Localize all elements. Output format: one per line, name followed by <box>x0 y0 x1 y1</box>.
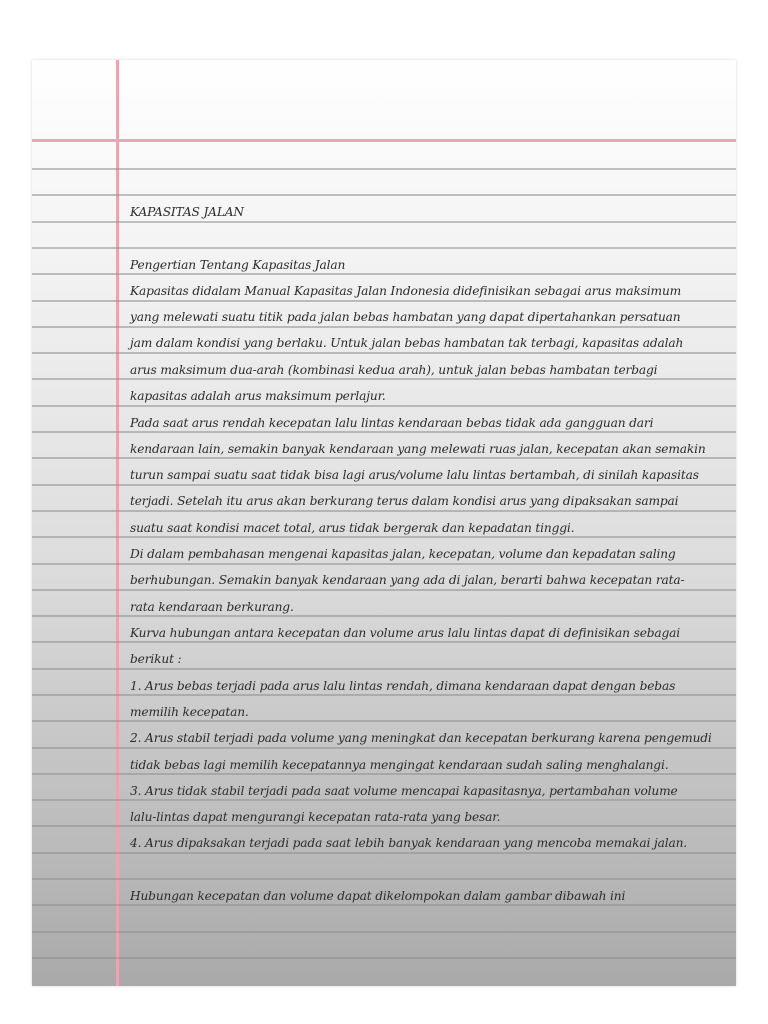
text-line: kapasitas adalah arus maksimum perlajur. <box>130 389 386 403</box>
text-line: tidak bebas lagi memilih kecepatannya mengingat kendaraan sudah saling menghalangi. <box>130 758 669 772</box>
page-title: KAPASITAS JALAN <box>130 205 244 219</box>
text-line: Hubungan kecepatan dan volume dapat dikelompokan dalam gambar dibawah ini <box>130 889 626 903</box>
ruled-line <box>32 668 736 670</box>
ruled-line <box>32 457 736 459</box>
text-line: 3. Arus tidak stabil terjadi pada saat volume mencapai kapasitasnya, pertambahan volume <box>130 784 678 798</box>
text-line: Kapasitas didalam Manual Kapasitas Jalan Indonesia didefinisikan sebagai arus maksimum <box>130 284 682 298</box>
text-line: 1. Arus bebas terjadi pada arus lalu lintas rendah, dimana kendaraan dapat dengan bebas <box>130 679 676 693</box>
text-line: memilih kecepatan. <box>130 705 249 719</box>
ruled-line <box>32 300 736 302</box>
text-line: 2. Arus stabil terjadi pada volume yang meningkat dan kecepatan berkurang karena pengemudi <box>130 731 712 745</box>
header-rule <box>32 139 736 142</box>
ruled-line <box>32 799 736 801</box>
ruled-line <box>32 957 736 959</box>
text-line: rata kendaraan berkurang. <box>130 600 294 614</box>
ruled-line <box>32 194 736 196</box>
ruled-line <box>32 431 736 433</box>
text-line: 4. Arus dipaksakan terjadi pada saat lebih banyak kendaraan yang mencoba memakai jalan. <box>130 836 688 850</box>
ruled-line <box>32 378 736 380</box>
text-line: Pengertian Tentang Kapasitas Jalan <box>130 258 346 272</box>
text-line: berikut : <box>130 652 182 666</box>
margin-line <box>116 60 119 986</box>
text-line: arus maksimum dua-arah (kombinasi kedua arah), untuk jalan bebas hambatan terbagi <box>130 363 658 377</box>
ruled-line <box>32 168 736 170</box>
ruled-line <box>32 536 736 538</box>
text-line: berhubungan. Semakin banyak kendaraan yang ada di jalan, berarti bahwa kecepatan rata- <box>130 573 685 587</box>
text-line: yang melewati suatu titik pada jalan bebas hambatan yang dapat dipertahankan persatuan <box>130 310 681 324</box>
ruled-line <box>32 273 736 275</box>
text-line: turun sampai suatu saat tidak bisa lagi arus/volume lalu lintas bertambah, di sinilah kapasitas <box>130 468 699 482</box>
ruled-line <box>32 405 736 407</box>
ruled-line <box>32 221 736 223</box>
text-line: Kurva hubungan antara kecepatan dan volume arus lalu lintas dapat di definisikan sebagai <box>130 626 681 640</box>
ruled-line <box>32 694 736 696</box>
text-line: kendaraan lain, semakin banyak kendaraan yang melewati ruas jalan, kecepatan akan semakin <box>130 442 706 456</box>
text-line: jam dalam kondisi yang berlaku. Untuk jalan bebas hambatan tak terbagi, kapasitas adalah <box>130 336 684 350</box>
text-line: suatu saat kondisi macet total, arus tidak bergerak dan kepadatan tinggi. <box>130 521 575 535</box>
ruled-line <box>32 615 736 617</box>
ruled-line <box>32 825 736 827</box>
ruled-line <box>32 641 736 643</box>
ruled-line <box>32 589 736 591</box>
ruled-line <box>32 852 736 854</box>
ruled-line <box>32 563 736 565</box>
ruled-line <box>32 773 736 775</box>
notebook-page <box>32 60 736 986</box>
ruled-line <box>32 904 736 906</box>
text-line: Pada saat arus rendah kecepatan lalu lintas kendaraan bebas tidak ada gangguan dari <box>130 416 654 430</box>
ruled-line <box>32 484 736 486</box>
ruled-line <box>32 247 736 249</box>
ruled-line <box>32 931 736 933</box>
text-line: Di dalam pembahasan mengenai kapasitas jalan, kecepatan, volume dan kepadatan saling <box>130 547 676 561</box>
ruled-line <box>32 352 736 354</box>
ruled-line <box>32 720 736 722</box>
ruled-line <box>32 510 736 512</box>
text-line: lalu-lintas dapat mengurangi kecepatan rata-rata yang besar. <box>130 810 501 824</box>
ruled-line <box>32 747 736 749</box>
text-line: terjadi. Setelah itu arus akan berkurang terus dalam kondisi arus yang dipaksakan sampai <box>130 494 679 508</box>
ruled-line <box>32 326 736 328</box>
ruled-line <box>32 878 736 880</box>
